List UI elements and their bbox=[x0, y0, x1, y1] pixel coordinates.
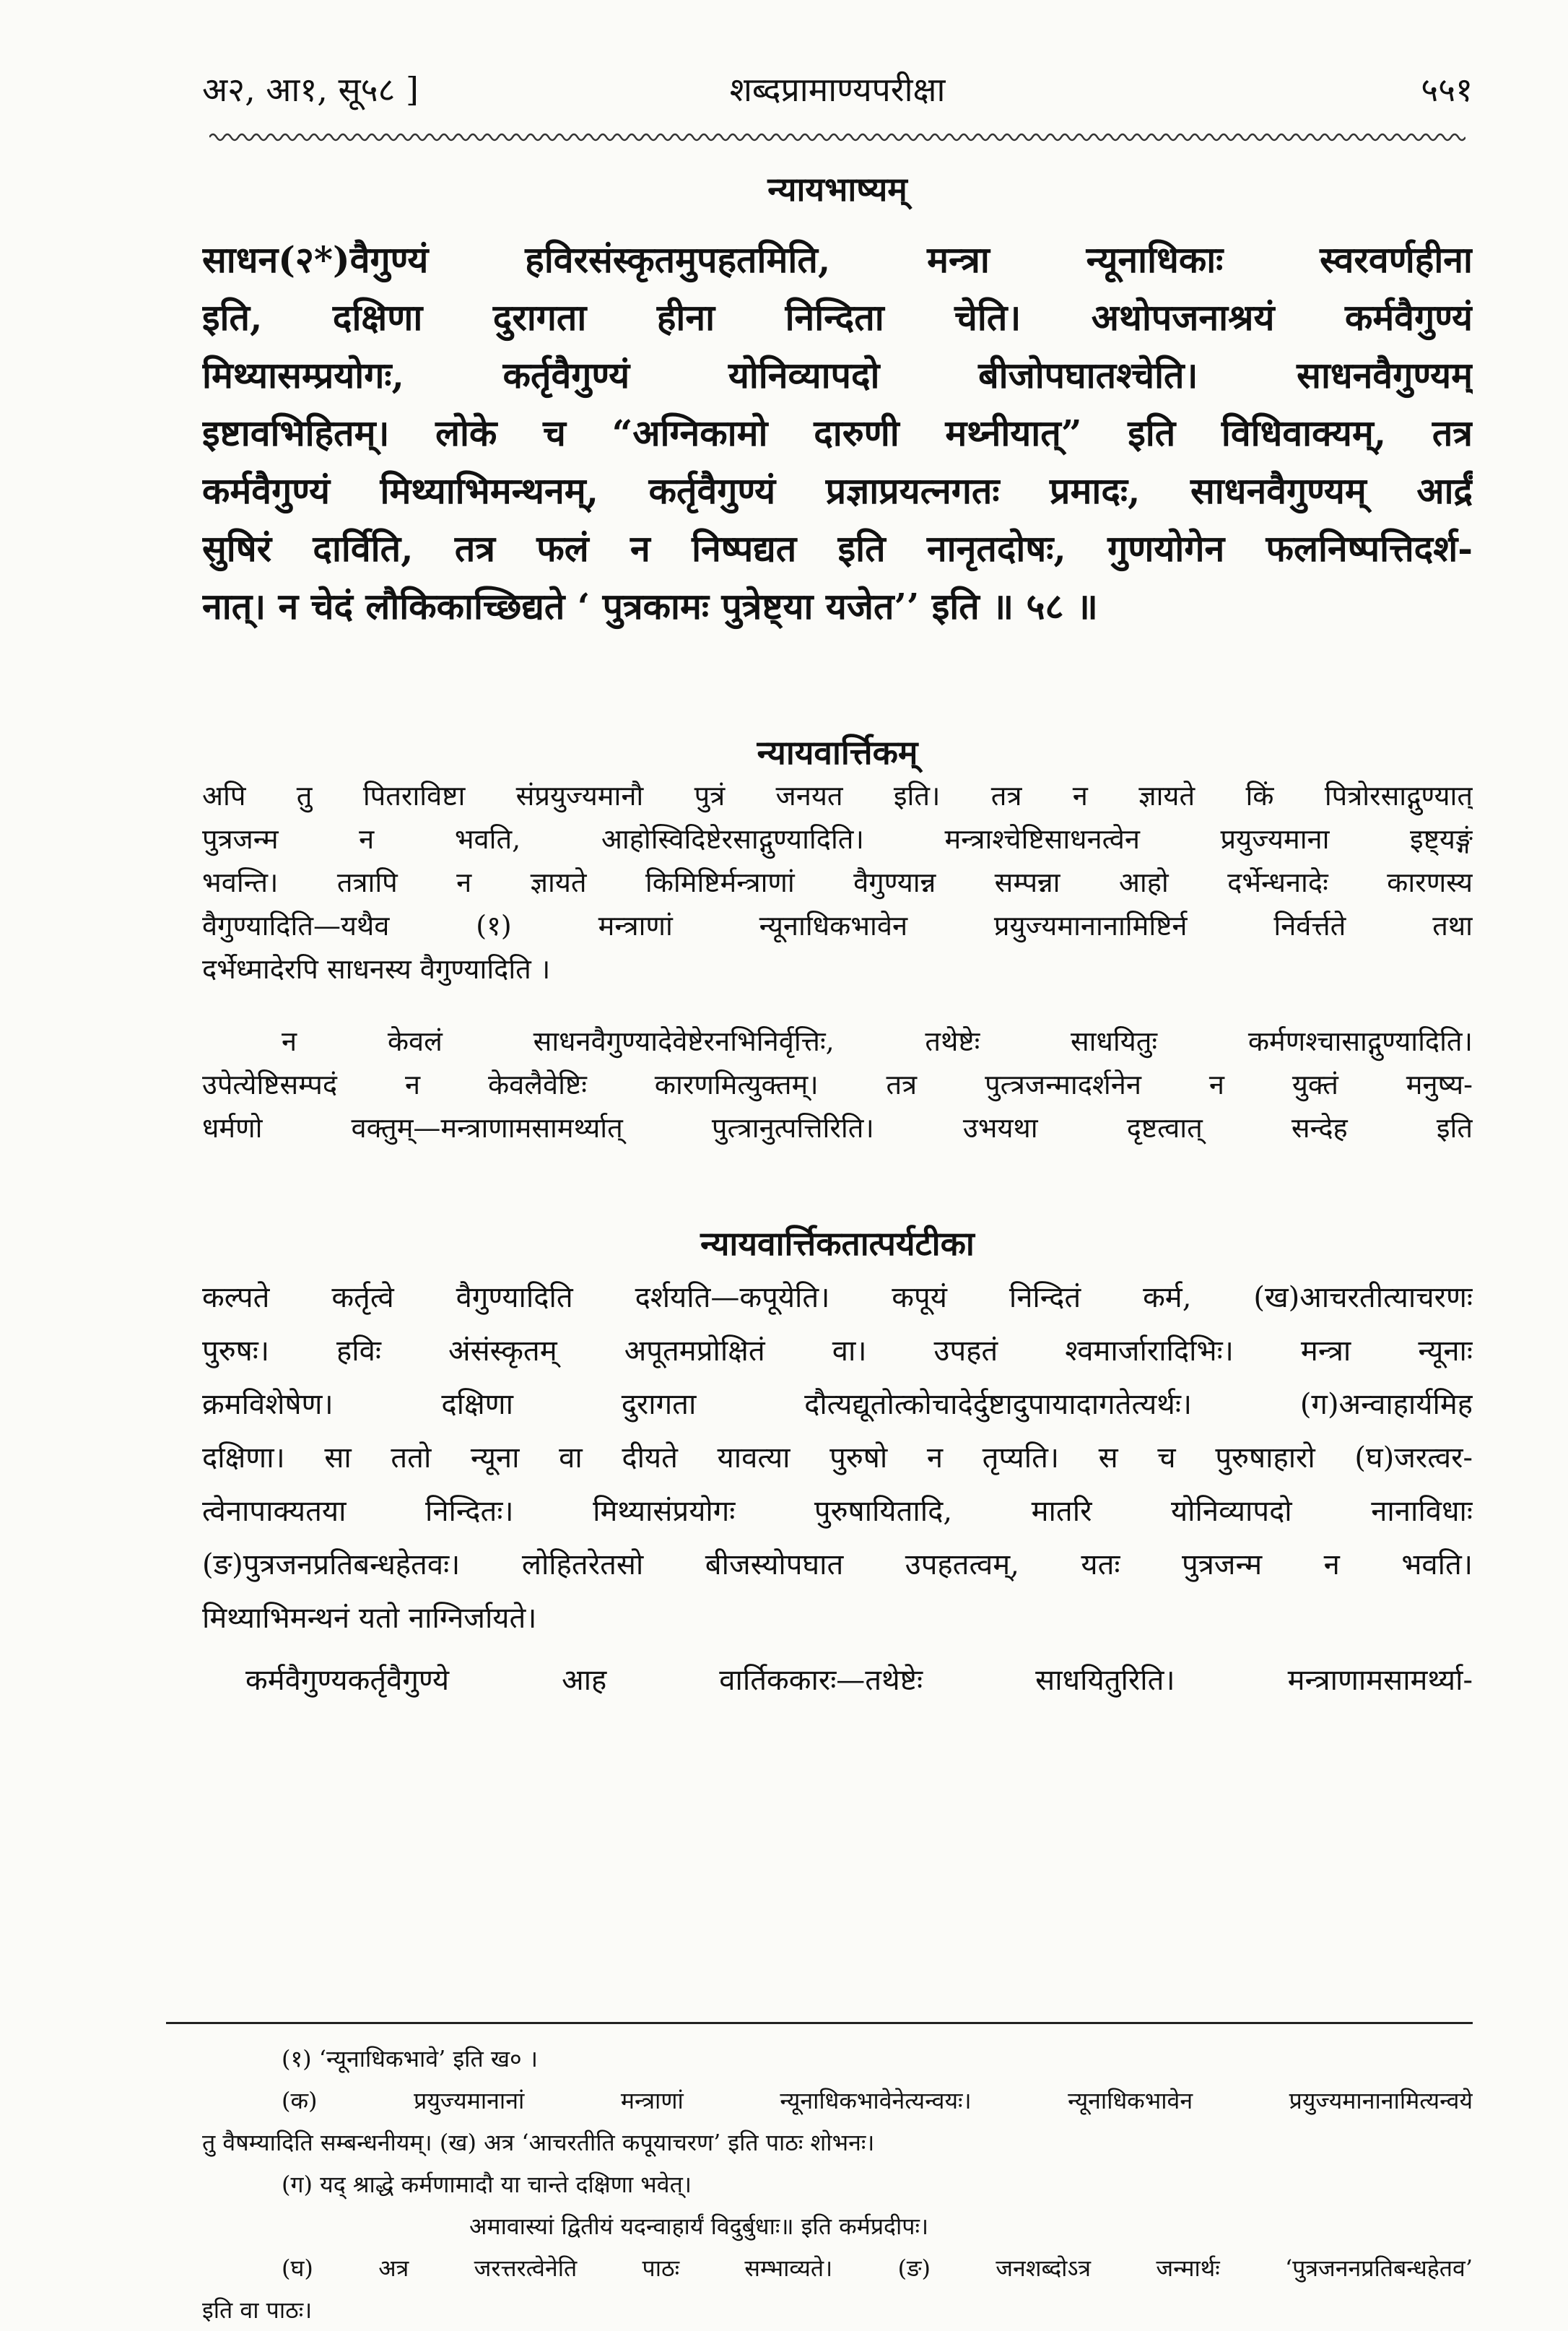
chapter-reference: अ२, आ१, सू५८ ] bbox=[202, 70, 419, 109]
text-line: पुरुषः। हविः अंसंस्कृतम् अपूतमप्रोक्षितं वा। उपहतं श्वमार्जारादिभिः। मन्त्रा न्यूनाः bbox=[202, 1334, 1473, 1368]
text-line: उपेत्येष्टिसम्पदं न केवलैवेष्टिः कारणमित्युक्तम्। तत्र पुत्त्रजन्मादर्शनेन न युक्तं मनुष्य- bbox=[202, 1069, 1473, 1101]
text-line: मिथ्यासम्प्रयोगः, कर्तृवैगुण्यं योनिव्यापदो बीजोपघातश्चेति। साधनवैगुण्यम् bbox=[202, 354, 1473, 396]
text-line: अपि तु पितराविष्टा संप्रयुज्यमानौ पुत्रं जनयत इति। तत्र न ज्ञायते किं पित्रोरसाद्गुण्यात् bbox=[202, 780, 1473, 812]
text-line: इष्टावभिहितम्। लोके च “अग्निकामो दारुणी मथ्नीयात्” इति विधिवाक्यम्, तत्र bbox=[202, 412, 1473, 454]
section-title-vartika: न्यायवार्त्तिकम् bbox=[757, 733, 918, 772]
section-title-tika: न्यायवार्त्तिकतात्पर्यटीका bbox=[700, 1224, 975, 1263]
text-line: कल्पते कर्तृत्वे वैगुण्यादिति दर्शयति—कपूयेति। कपूयं निन्दितं कर्म, (ख)आचरतीत्याचरणः bbox=[202, 1281, 1473, 1314]
vartika-text bbox=[202, 774, 1473, 991]
text-line: दर्भेध्मादेरपि साधनस्य वैगुण्यादिति । bbox=[202, 953, 551, 985]
bhashya-text bbox=[202, 231, 1473, 635]
footnote-rule bbox=[166, 2022, 1473, 2024]
footnote: (क) प्रयुज्यमानानां मन्त्राणां न्यूनाधिकभावेनेत्यन्वयः। न्यूनाधिकभावेन प्रयुज्यमानानामित्यन्वये bbox=[282, 2087, 1473, 2114]
text-line: धर्मणो वक्तुम्—मन्त्राणामसामर्थ्यात् पुत्त्रानुत्पत्तिरिति। उभयथा दृष्टत्वात् सन्देह इति bbox=[202, 1112, 1473, 1144]
text-line: दक्षिणा। सा ततो न्यूना वा दीयते यावत्या पुरुषो न तृप्यति। स च पुरुषाहारो (घ)जरत्वर- bbox=[202, 1441, 1473, 1475]
text-line: पुत्रजन्म न भवति, आहोस्विदिष्टेरसाद्गुण्यादिति। मन्त्राश्चेष्टिसाधनत्वेन प्रयुज्यमाना इष्ट्यङ्गं bbox=[202, 823, 1473, 855]
footnote: (ग) यद् श्राद्धे कर्मणामादौ या चान्ते दक्षिणा भवेत्। bbox=[282, 2171, 692, 2198]
vartika-text-2 bbox=[202, 1020, 1473, 1150]
running-title: शब्दप्रामाण्यपरीक्षा bbox=[729, 70, 946, 109]
text-line: न केवलं साधनवैगुण्यादेवेष्टेरनभिनिर्वृत्तिः, तथेष्टेः साधयितुः कर्मणश्चासाद्गुण्यादिति। bbox=[282, 1025, 1473, 1057]
footnote: अमावास्यां द्वितीयं यदन्वाहार्यं विदुर्बुधाः॥ इति कर्मप्रदीपः। bbox=[469, 2213, 929, 2240]
tika-text bbox=[202, 1271, 1473, 1645]
text-line: मिथ्याभिमन्थनं यतो नाग्निर्जायते। bbox=[202, 1602, 537, 1635]
text-line: कर्मवैगुण्यकर्तृवैगुण्ये आह वार्तिककारः—तथेष्टेः साधयितुरिति। मन्त्राणामसामर्थ्या- bbox=[245, 1664, 1473, 1697]
running-header bbox=[202, 66, 1473, 124]
wavy-rule bbox=[209, 130, 1465, 144]
text-line: वैगुण्यादिति—यथैव (१) मन्त्राणां न्यूनाधिकभावेन प्रयुज्यमानानामिष्टिर्न निर्वर्त्तते तथा bbox=[202, 910, 1473, 942]
text-line: त्वेनापाक्यतया निन्दितः। मिथ्यासंप्रयोगः पुरुषायितादि, मातरि योनिव्यापदो नानाविधाः bbox=[202, 1495, 1473, 1528]
text-line: साधन(२*)वैगुण्यं हविरसंस्कृतमुपहतमिति, मन्त्रा न्यूनाधिकाः स्वरवर्णहीना bbox=[202, 238, 1473, 281]
page-number: ५५१ bbox=[1421, 70, 1473, 109]
section-title-bhashya: न्यायभाष्यम् bbox=[767, 170, 907, 209]
text-line: क्रमविशेषेण। दक्षिणा दुरागता दौत्यद्यूतोत्कोचादेर्दुष्टादुपायादागतेत्यर्थः। (ग)अन्वाहार्यमिह bbox=[202, 1388, 1473, 1421]
footnote: (घ) अत्र जरत्तरत्वेनेति पाठः सम्भाव्यते। (ङ) जनशब्दोऽत्र जन्मार्थः ‘पुत्रजननप्रतिबन्धहेतव’ bbox=[282, 2254, 1473, 2282]
footnote: (१) ‘न्यूनाधिकभावे’ इति ख० । bbox=[282, 2045, 538, 2072]
footnote: तु वैषम्यादिति सम्बन्धनीयम्। (ख) अत्र ‘आचरतीति कपूयाचरण’ इति पाठः शोभनः। bbox=[202, 2129, 875, 2156]
text-line: (ङ)पुत्रजनप्रतिबन्धहेतवः। लोहितरेतसो बीजस्योपघात उपहतत्वम्, यतः पुत्रजन्म न भवति। bbox=[202, 1548, 1473, 1581]
text-line: सुषिरं दार्विति, तत्र फलं न निष्पद्यत इति नानृतदोषः, गुणयोगेन फलनिष्पत्तिदर्श- bbox=[202, 527, 1473, 570]
text-line: नात्। न चेदं लौकिकाच्छिद्यते ‘ पुत्रकामः पुत्रेष्ट्या यजेत’’ इति ॥ ५८ ॥ bbox=[202, 585, 1098, 628]
text-line: इति, दक्षिणा दुरागता हीना निन्दिता चेति। अथोपजनाश्रयं कर्मवैगुण्यं bbox=[202, 296, 1473, 339]
footnotes bbox=[202, 2038, 1473, 2331]
tika-text-2 bbox=[202, 1654, 1473, 1707]
footnote: इति वा पाठः। bbox=[202, 2296, 313, 2324]
text-line: कर्मवैगुण्यं मिथ्याभिमन्थनम्, कर्तृवैगुण्यं प्रज्ञाप्रयत्नगतः प्रमादः, साधनवैगुण्यम् आर्द्रं bbox=[202, 469, 1473, 512]
text-line: भवन्ति। तत्रापि न ज्ञायते किमिष्टिर्मन्त्राणां वैगुण्यान्न सम्पन्ना आहो दर्भेन्धनादेः कारणस्य bbox=[202, 867, 1473, 898]
